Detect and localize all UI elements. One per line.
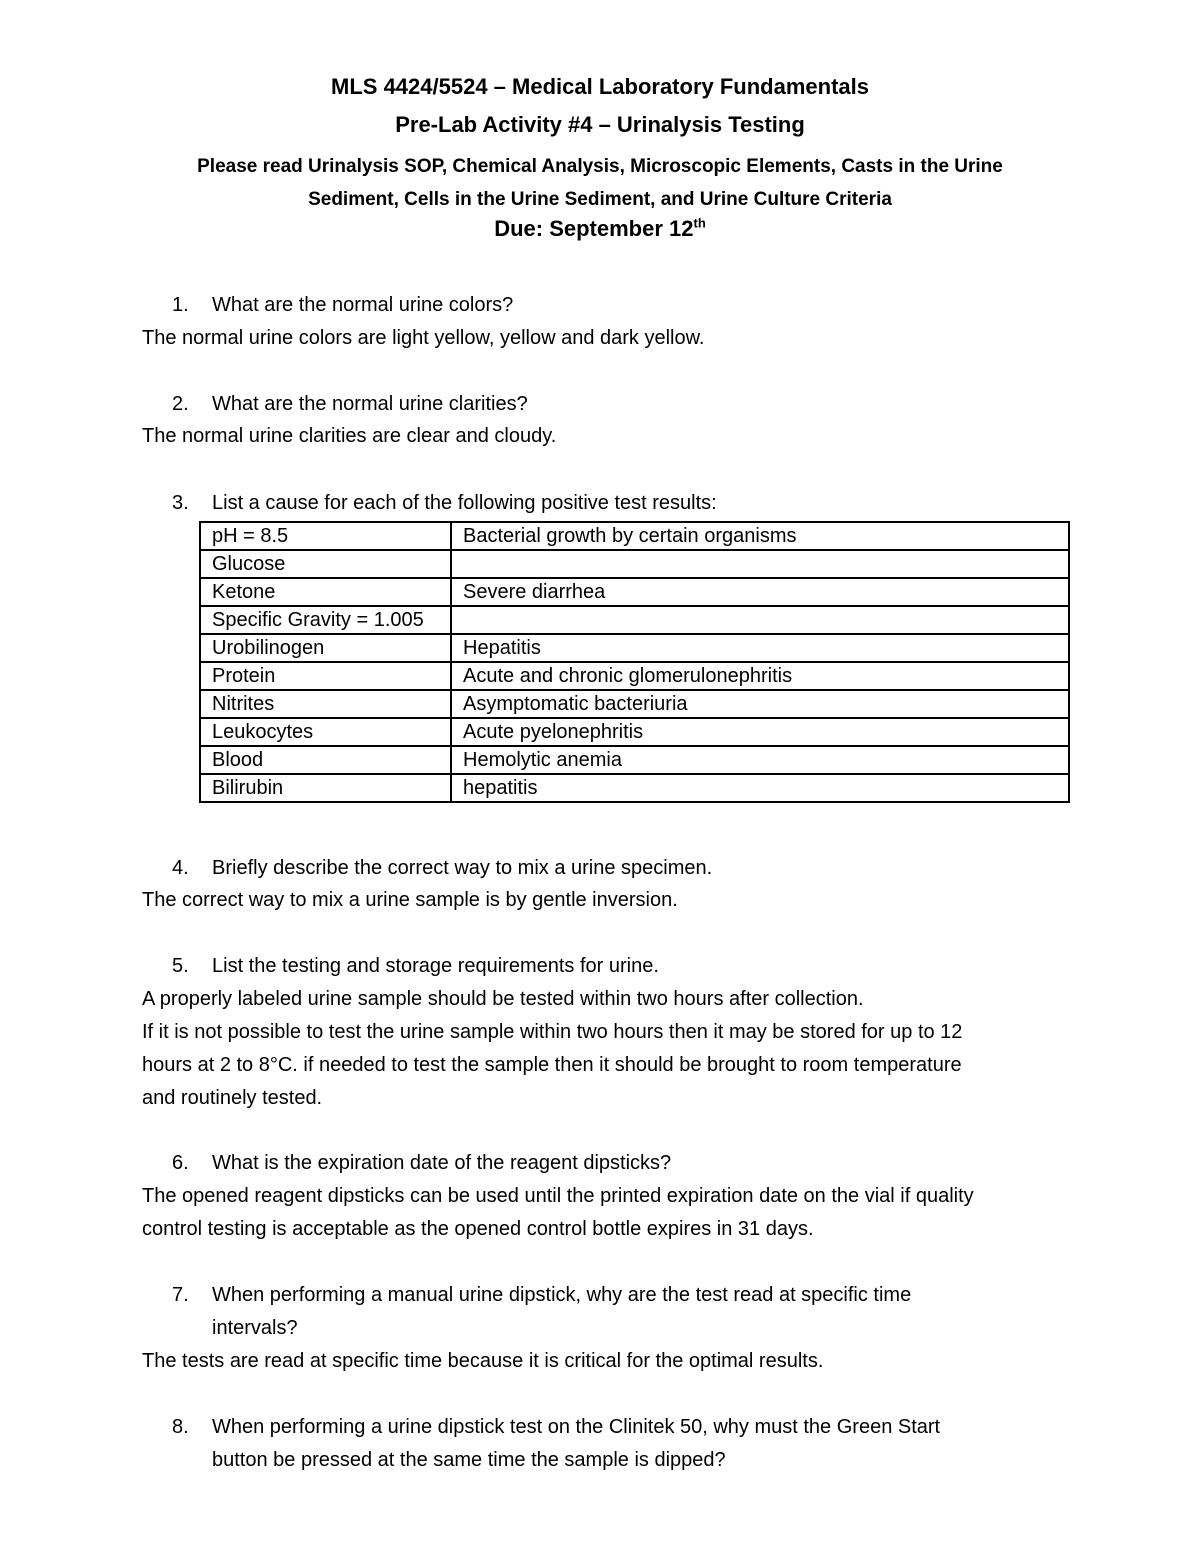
test-cell: Urobilinogen xyxy=(200,634,451,662)
answer-5 xyxy=(142,983,1062,1115)
test-cell: Bilirubin xyxy=(200,774,451,802)
question-number: 3. xyxy=(172,492,189,514)
table-row xyxy=(200,550,1069,578)
table-row xyxy=(200,662,1069,690)
table-row xyxy=(200,746,1069,774)
cause-cell: Acute and chronic glomerulonephritis xyxy=(451,662,1069,690)
question-8-line-1: When performing a urine dipstick test on the Clinitek 50, why must the Green Start xyxy=(212,1416,941,1438)
answer-5-line-4: and routinely tested. xyxy=(142,1087,323,1109)
question-number: 1. xyxy=(172,294,189,316)
question-text: What are the normal urine colors? xyxy=(212,294,514,316)
question-text xyxy=(212,1411,1012,1477)
cause-cell: hepatitis xyxy=(451,774,1069,802)
question-number: 7. xyxy=(172,1284,189,1306)
question-6 xyxy=(172,1147,672,1180)
question-number: 5. xyxy=(172,955,189,977)
answer-5-line-3: hours at 2 to 8°C. if needed to test the sample then it should be brought to room temperature xyxy=(142,1054,962,1076)
table-row xyxy=(200,634,1069,662)
cause-cell: Bacterial growth by certain organisms xyxy=(451,522,1069,550)
cause-cell: Severe diarrhea xyxy=(451,578,1069,606)
reading-line-2: Sediment, Cells in the Urine Sediment, and Urine Culture Criteria xyxy=(308,189,892,210)
test-cell: Nitrites xyxy=(200,690,451,718)
question-1 xyxy=(172,289,514,322)
activity-title: Pre-Lab Activity #4 – Urinalysis Testing xyxy=(395,112,805,137)
question-4 xyxy=(172,852,713,885)
table-row xyxy=(200,578,1069,606)
answer-5-line-1: A properly labeled urine sample should be tested within two hours after collection. xyxy=(142,988,864,1010)
table-row xyxy=(200,774,1069,802)
answer-5-line-2: If it is not possible to test the urine sample within two hours then it may be stored for up to 12 xyxy=(142,1021,963,1043)
question-7-line-1: When performing a manual urine dipstick, why are the test read at specific time xyxy=(212,1284,912,1306)
question-7 xyxy=(172,1279,912,1339)
question-text: List a cause for each of the following positive test results: xyxy=(212,492,717,514)
question-5 xyxy=(172,950,659,983)
answer-6 xyxy=(142,1180,1062,1246)
answer-6-line-1: The opened reagent dipsticks can be used until the printed expiration date on the vial if quality xyxy=(142,1185,974,1207)
test-cell: Ketone xyxy=(200,578,451,606)
question-8 xyxy=(172,1411,941,1471)
cause-cell: Asymptomatic bacteriuria xyxy=(451,690,1069,718)
course-title: MLS 4424/5524 – Medical Laboratory Fundamentals xyxy=(331,74,869,99)
table-row xyxy=(200,718,1069,746)
cause-cell: Hepatitis xyxy=(451,634,1069,662)
question-text: Briefly describe the correct way to mix a urine specimen. xyxy=(212,857,713,879)
answer-4: The correct way to mix a urine sample is by gentle inversion. xyxy=(142,889,678,911)
test-cell: Leukocytes xyxy=(200,718,451,746)
answer-1: The normal urine colors are light yellow, yellow and dark yellow. xyxy=(142,327,705,349)
table-row xyxy=(200,606,1069,634)
test-cell: Glucose xyxy=(200,550,451,578)
test-cell: pH = 8.5 xyxy=(200,522,451,550)
question-text: List the testing and storage requirements for urine. xyxy=(212,955,659,977)
due-superscript: th xyxy=(693,215,706,231)
test-cell: Specific Gravity = 1.005 xyxy=(200,606,451,634)
table-row xyxy=(200,522,1069,550)
answer-7: The tests are read at specific time because it is critical for the optimal results. xyxy=(142,1350,824,1372)
cause-cell: Hemolytic anemia xyxy=(451,746,1069,774)
results-table xyxy=(199,521,1070,803)
cause-cell xyxy=(451,606,1069,634)
question-8-line-2: button be pressed at the same time the sample is dipped? xyxy=(212,1449,726,1471)
question-text xyxy=(212,1279,1012,1345)
question-2 xyxy=(172,388,528,421)
test-cell: Protein xyxy=(200,662,451,690)
question-text: What is the expiration date of the reagent dipsticks? xyxy=(212,1152,672,1174)
question-number: 4. xyxy=(172,857,189,879)
reading-instructions xyxy=(0,150,1200,216)
due-text: Due: September 12 xyxy=(494,216,694,241)
cause-cell xyxy=(451,550,1069,578)
due-date xyxy=(0,216,1200,242)
question-3 xyxy=(172,487,717,520)
question-7-line-2: intervals? xyxy=(212,1317,298,1339)
cause-cell: Acute pyelonephritis xyxy=(451,718,1069,746)
question-text: What are the normal urine clarities? xyxy=(212,393,528,415)
reading-line-1: Please read Urinalysis SOP, Chemical Analysis, Microscopic Elements, Casts in the Urine xyxy=(197,156,1003,177)
table-row xyxy=(200,690,1069,718)
answer-2: The normal urine clarities are clear and cloudy. xyxy=(142,425,557,447)
question-number: 8. xyxy=(172,1416,189,1438)
question-number: 6. xyxy=(172,1152,189,1174)
question-number: 2. xyxy=(172,393,189,415)
answer-6-line-2: control testing is acceptable as the opened control bottle expires in 31 days. xyxy=(142,1218,814,1240)
test-cell: Blood xyxy=(200,746,451,774)
